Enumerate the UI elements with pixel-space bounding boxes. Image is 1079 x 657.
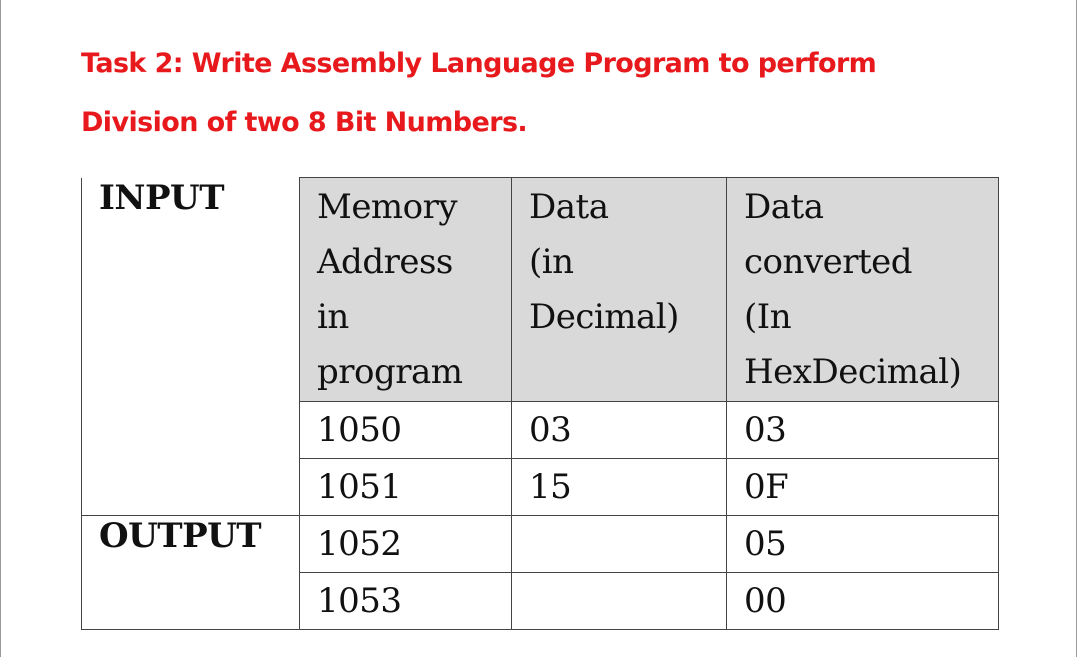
header-text: in <box>317 297 349 337</box>
decimal-cell: 15 <box>512 459 727 516</box>
hex-cell: 0F <box>727 459 999 516</box>
header-text: program <box>317 352 463 392</box>
input-section-label: INPUT <box>82 178 300 516</box>
header-text: (In <box>744 297 792 337</box>
header-text: Memory <box>317 187 458 227</box>
header-memory-address <box>300 178 512 402</box>
address-cell: 1052 <box>300 516 512 573</box>
hex-cell: 05 <box>727 516 999 573</box>
header-text: Data <box>529 187 609 227</box>
decimal-cell <box>512 573 727 630</box>
io-table <box>81 177 999 630</box>
header-data-hex <box>727 178 999 402</box>
task-title <box>81 34 1041 152</box>
output-section-label: OUTPUT <box>82 516 300 630</box>
header-data-decimal <box>512 178 727 402</box>
header-text: (in <box>529 242 574 282</box>
header-text: Data <box>744 187 824 227</box>
table-header-row <box>82 178 999 402</box>
header-text: converted <box>744 242 913 282</box>
header-text: Decimal) <box>529 297 679 337</box>
table-row <box>82 516 999 573</box>
address-cell: 1053 <box>300 573 512 630</box>
header-text: Address <box>317 242 453 282</box>
decimal-cell: 03 <box>512 402 727 459</box>
address-cell: 1050 <box>300 402 512 459</box>
task-title-line-1: Task 2: Write Assembly Language Program to perform <box>81 48 877 79</box>
decimal-cell <box>512 516 727 573</box>
task-title-line-2: Division of two 8 Bit Numbers. <box>81 107 528 138</box>
header-text: HexDecimal) <box>744 352 962 392</box>
hex-cell: 00 <box>727 573 999 630</box>
hex-cell: 03 <box>727 402 999 459</box>
address-cell: 1051 <box>300 459 512 516</box>
